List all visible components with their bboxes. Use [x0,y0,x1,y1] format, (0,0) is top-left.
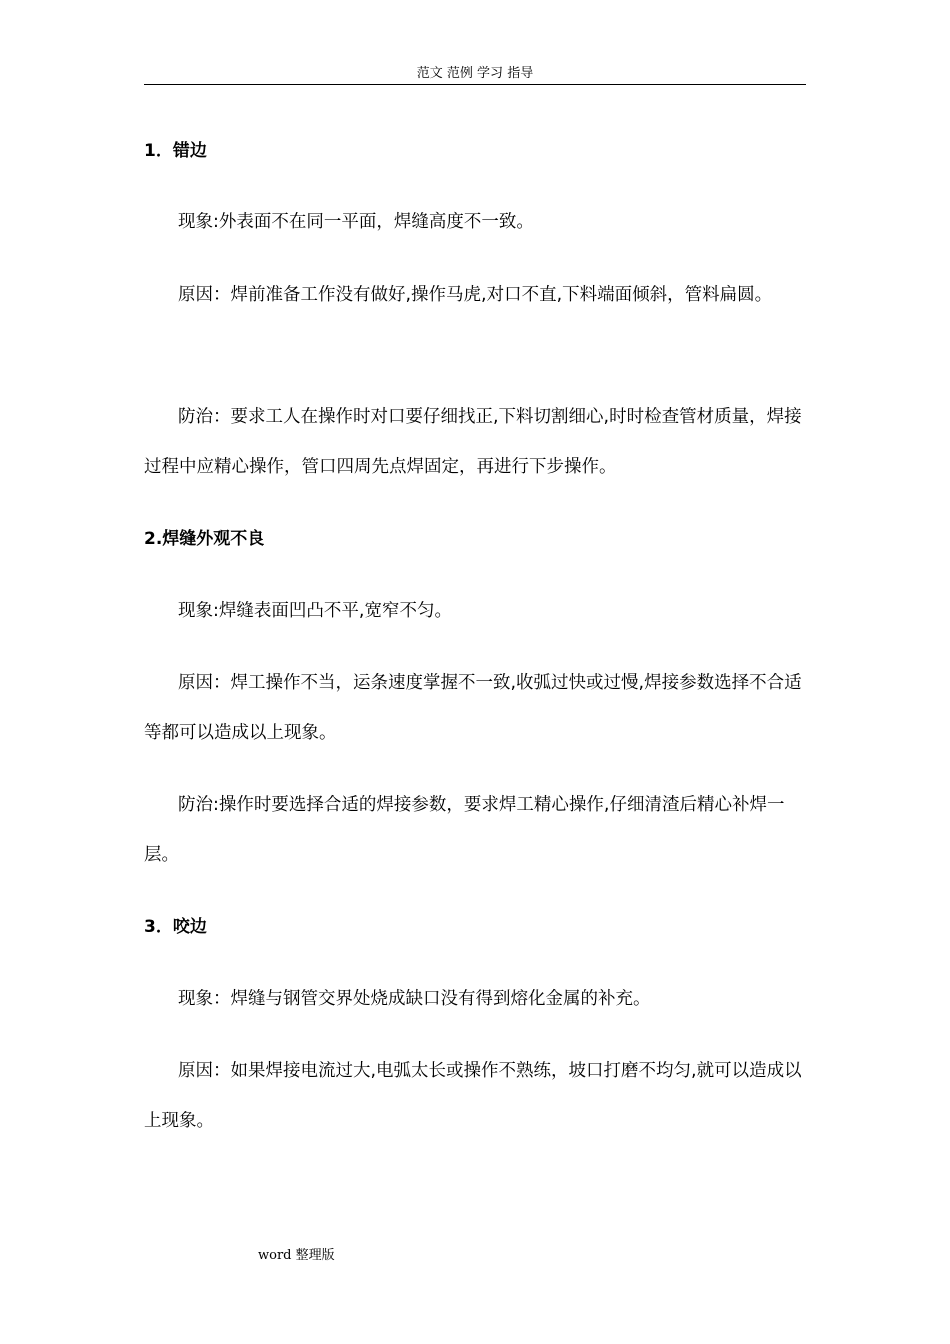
paragraph-1-cause: 原因：焊前准备工作没有做好,操作马虎,对口不直,下料端面倾斜，管料扁圆。 [178,285,773,305]
section-heading-1: 1．错边 [144,141,207,161]
paragraph-2-cause: 原因：焊工操作不当，运条速度掌握不一致,收弧过快或过慢,焊接参数选择不合适等都可以造成以上现象。 [144,673,802,743]
page-header: 范文 范例 学习 指导 [416,66,534,81]
paragraph-2-prevention: 防治:操作时要选择合适的焊接参数，要求焊工精心操作,仔细清渣后精心补焊一层。 [144,795,785,865]
page-footer: word 整理版 [258,1248,335,1263]
header-divider [144,84,806,85]
paragraph-2-phenomenon: 现象:焊缝表面凹凸不平,宽窄不匀。 [178,601,452,621]
section-heading-2: 2.焊缝外观不良 [144,529,265,549]
paragraph-1-phenomenon: 现象:外表面不在同一平面，焊缝高度不一致。 [178,212,534,232]
section-heading-3: 3．咬边 [144,917,207,937]
paragraph-3-phenomenon: 现象：焊缝与钢管交界处烧成缺口没有得到熔化金属的补充。 [178,989,651,1009]
paragraph-3-cause: 原因：如果焊接电流过大,电弧太长或操作不熟练，坡口打磨不均匀,就可以造成以上现象。 [144,1061,802,1131]
paragraph-1-prevention: 防治：要求工人在操作时对口要仔细找正,下料切割细心,时时检查管材质量，焊接过程中应精心操作，管口四周先点焊固定，再进行下步操作。 [144,407,802,477]
